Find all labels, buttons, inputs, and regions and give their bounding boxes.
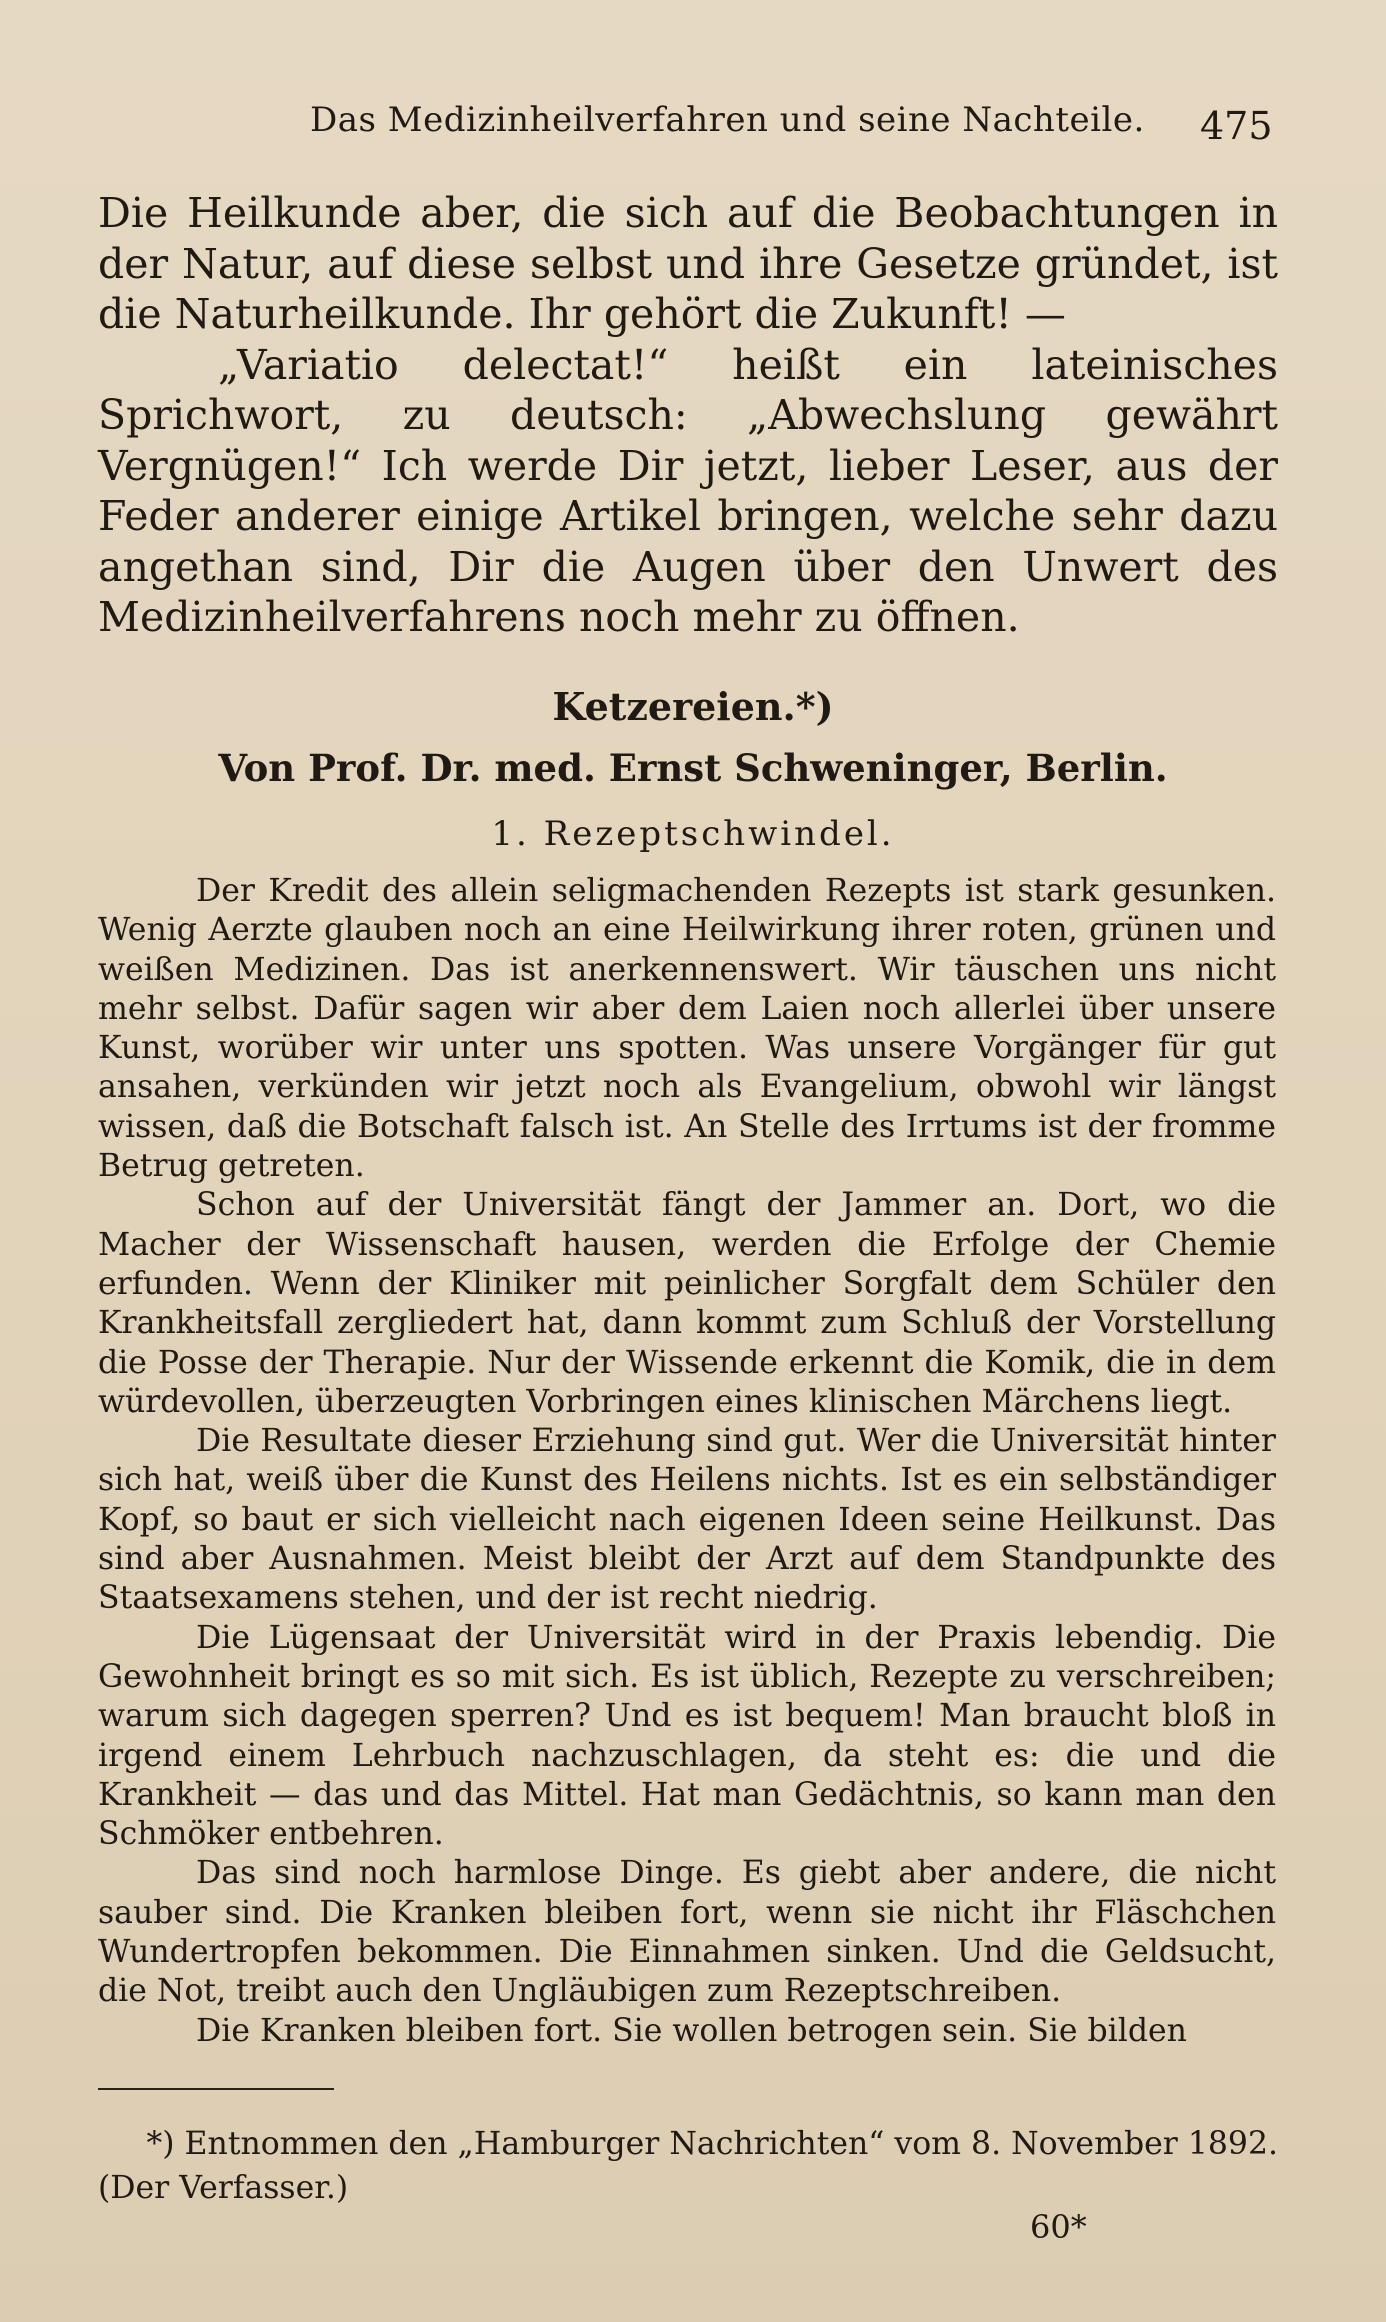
article-paragraph: Die Lügensaat der Universität wird in der Praxis lebendig. Die Gewohnheit bringt es so mit sich. Es ist üblich, Rezepte zu verschreiben; warum sich dagegen sperren? Und es ist bequem! Man braucht bloß in irgend einem Lehrbuch nachzuschlagen, da steht es: die und die Krankheit — das und das Mittel. Hat man Gedächtnis, so kann man den Schmöker entbehren. — [98, 1619, 1276, 1853]
article-paragraph: Die Kranken bleiben fort. Sie wollen betrogen sein. Sie bilden — [196, 2012, 1187, 2049]
footnote-line: *) Entnommen den „Hamburger Nachrichten“ vom 8. November 1892. — [146, 2126, 1278, 2162]
article-text — [98, 872, 1276, 2051]
article-byline: Von Prof. Dr. med. Ernst Schweninger, Berlin. — [218, 746, 1168, 790]
footnote-rule — [98, 2088, 334, 2090]
article-paragraph: Die Resultate dieser Erziehung sind gut. Wer die Universität hinter sich hat, weiß über die Kunst des Heilens nichts. Ist es ein selbständiger Kopf, so baut er sich vielleicht nach eigenen Ideen seine Heilkunst. Das sind aber Ausnahmen. Meist bleibt der Arzt auf dem Standpunkte des Staatsexamens stehen, und der ist recht niedrig. — [98, 1423, 1276, 1617]
article-paragraph: Das sind noch harmlose Dinge. Es giebt aber andere, die nicht sauber sind. Die Kranken bleiben fort, wenn sie nicht ihr Fläschchen Wundertropfen bekommen. Die Einnahmen sinken. Und die Geldsucht, die Not, treibt auch den Ungläubigen zum Rezeptschreiben. — [98, 1855, 1276, 2010]
footnote-line: (Der Verfasser.) — [98, 2170, 349, 2206]
article-title: Ketzereien.*) — [552, 684, 834, 729]
running-head: Das Medizinheilverfahren und seine Nachteile. — [310, 100, 1145, 140]
printer-signature: 60* — [1030, 2208, 1087, 2246]
main-text — [98, 188, 1278, 643]
section-heading: 1. Rezeptschwindel. — [491, 814, 895, 854]
article-paragraph: Der Kredit des allein seligmachenden Rezepts ist stark gesunken. Wenig Aerzte glauben noch an eine Heilwirkung ihrer roten, grünen und weißen Medizinen. Das ist anerkennenswert. Wir täuschen uns nicht mehr selbst. Dafür sagen wir aber dem Laien noch allerlei über unsere Kunst, worüber wir unter uns spotten. Was unsere Vorgänger für gut ansahen, verkünden wir jetzt noch als Evangelium, obwohl wir längst wissen, daß die Botschaft falsch ist. An Stelle des Irrtums ist der fromme Betrug getreten. — [98, 873, 1276, 1185]
body-paragraph: „Variatio delectat!“ heißt ein lateinisches Sprichwort, zu deutsch: „Abwechslung gewährt Vergnügen!“ Ich werde Dir jetzt, lieber Leser, aus der Feder anderer einige Artikel bringen, welche sehr dazu angethan sind, Dir die Augen über den Unwert des Medizinheilverfahrens noch mehr zu öffnen. — [98, 340, 1278, 641]
page-number: 475 — [1200, 104, 1273, 148]
body-paragraph: Die Heilkunde aber, die sich auf die Beobachtungen in der Natur, auf diese selbst und ihre Gesetze gründet, ist die Naturheilkunde. Ihr gehört die Zukunft! — — [98, 189, 1278, 338]
article-paragraph: Schon auf der Universität fängt der Jammer an. Dort, wo die Macher der Wissenschaft hausen, werden die Erfolge der Chemie erfunden. Wenn der Kliniker mit peinlicher Sorgfalt dem Schüler den Krankheitsfall zergliedert hat, dann kommt zum Schluß der Vorstellung die Posse der Therapie. Nur der Wissende erkennt die Komik, die in dem würdevollen, überzeugten Vorbringen eines klinischen Märchens liegt. — [98, 1187, 1276, 1420]
footnote — [98, 2122, 1278, 2210]
